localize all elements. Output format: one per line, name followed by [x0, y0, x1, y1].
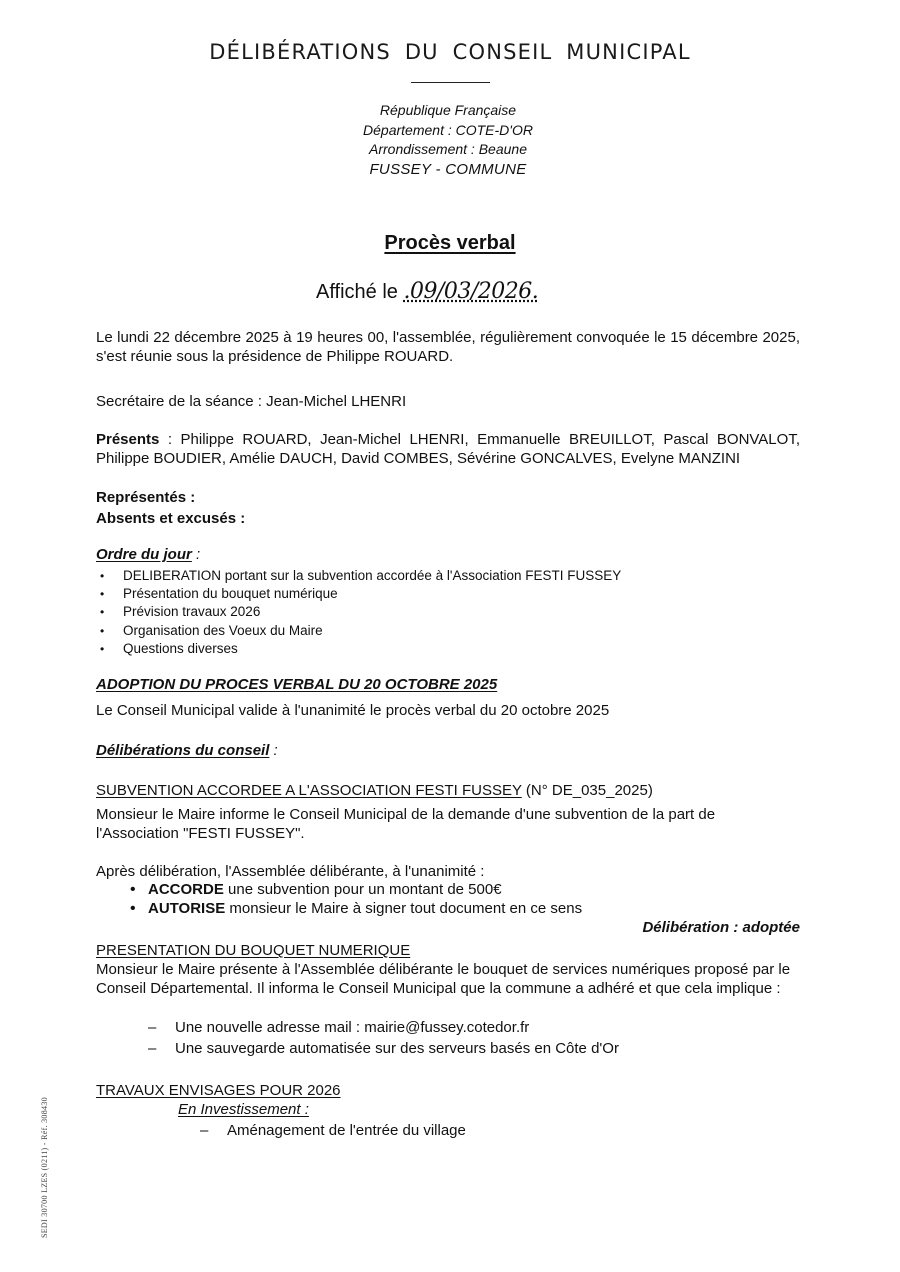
deliberations-heading: [96, 741, 800, 760]
travaux-subtitle: En Investissement :: [178, 1101, 309, 1118]
header-block: [300, 101, 596, 179]
list-item: • Questions diverses: [100, 640, 621, 658]
bouquet-title: PRESENTATION DU BOUQUET NUMERIQUE: [96, 942, 411, 959]
presents-list: : Philippe ROUARD, Jean-Michel LHENRI, Emmanuelle BREUILLOT, Pascal BONVALOT, Philippe BOUDIER, Amélie DAUCH, David COMBES, Sévérine GONCALVES, Evelyne MANZINI: [96, 431, 800, 467]
list-item: [130, 880, 582, 899]
list-item: • DELIBERATION portant sur la subvention accordée à l'Association FESTI FUSSEY: [100, 567, 621, 585]
list-item: – Aménagement de l'entrée du village: [200, 1120, 466, 1141]
header-departement: Département : COTE-D'OR: [363, 121, 533, 138]
presents-paragraph: [96, 430, 800, 468]
pv-title: Procès verbal: [384, 232, 516, 254]
list-item: [130, 899, 582, 918]
affiche-label: Affiché le: [316, 281, 398, 303]
list-item: • Présentation du bouquet numérique: [100, 585, 621, 603]
adoption-pv-title: ADOPTION DU PROCES VERBAL DU 20 OCTOBRE 2025: [96, 676, 498, 693]
decision-verb: AUTORISE: [148, 900, 226, 917]
title-rule: [411, 82, 490, 83]
subvention-decisions: [130, 880, 582, 918]
presents-label: Présents: [96, 431, 160, 448]
adoption-pv-text: Le Conseil Municipal valide à l'unanimité le procès verbal du 20 octobre 2025: [96, 702, 610, 719]
decision-text: monsieur le Maire à signer tout document en ce sens: [225, 900, 583, 917]
header-commune: FUSSEY - COMMUNE: [369, 160, 527, 178]
decision-verb: ACCORDE: [148, 881, 224, 898]
subvention-apres: Après délibération, l'Assemblée délibérante, à l'unanimité :: [96, 863, 485, 880]
subvention-ref: (N° DE_035_2025): [521, 782, 653, 799]
affiche-date: .09/03/2026.: [403, 279, 539, 304]
affiche-line: [316, 279, 538, 304]
travaux-title: TRAVAUX ENVISAGES POUR 2026: [96, 1082, 341, 1099]
list-item: – Une sauvegarde automatisée sur des serveurs basés en Côte d'Or: [148, 1038, 619, 1059]
bouquet-list: [148, 1017, 619, 1059]
deliberations-suffix: :: [269, 742, 278, 759]
ordre-du-jour-heading: [96, 545, 800, 564]
list-item: • Prévision travaux 2026: [100, 603, 621, 621]
subvention-heading: [96, 781, 800, 800]
subvention-title: SUBVENTION ACCORDEE A L'ASSOCIATION FESTI FUSSEY: [96, 782, 522, 799]
intro-paragraph: Le lundi 22 décembre 2025 à 19 heures 00, l'assemblée, régulièrement convoquée le 15 décembre 2025, s'est réunie sous la présidence de Philippe ROUARD.: [96, 329, 800, 365]
absents-label: Absents et excusés :: [96, 510, 246, 527]
decision-text: une subvention pour un montant de 500€: [223, 881, 502, 898]
list-item: – Une nouvelle adresse mail : mairie@fussey.cotedor.fr: [148, 1017, 619, 1038]
ordre-du-jour-title: Ordre du jour: [96, 546, 192, 563]
travaux-list: [200, 1120, 466, 1141]
representes-label: Représentés :: [96, 489, 196, 506]
sidebar-reference: SEDI 30700 LZES (0211) - Réf. 308430: [40, 1097, 49, 1238]
subvention-text: Monsieur le Maire informe le Conseil Municipal de la demande d'une subvention de la part de l'Association "FESTI FUSSEY".: [96, 806, 716, 842]
deliberation-status: Délibération : adoptée: [642, 919, 800, 936]
deliberations-title: Délibérations du conseil: [96, 742, 270, 759]
document-title: DÉLIBÉRATIONS DU CONSEIL MUNICIPAL: [209, 40, 691, 64]
agenda-list: [100, 567, 621, 658]
header-arrondissement: Arrondissement : Beaune: [369, 141, 527, 157]
list-item: • Organisation des Voeux du Maire: [100, 622, 621, 640]
ordre-du-jour-suffix: :: [191, 546, 201, 563]
secretaire-line: Secrétaire de la séance : Jean-Michel LHENRI: [96, 393, 407, 410]
header-republique: République Française: [379, 102, 517, 118]
bouquet-text: Monsieur le Maire présente à l'Assemblée délibérante le bouquet de services numériques proposé par le Conseil Départemental. Il informa le Conseil Municipal que la commune a adhéré et que cela implique :: [96, 961, 791, 997]
